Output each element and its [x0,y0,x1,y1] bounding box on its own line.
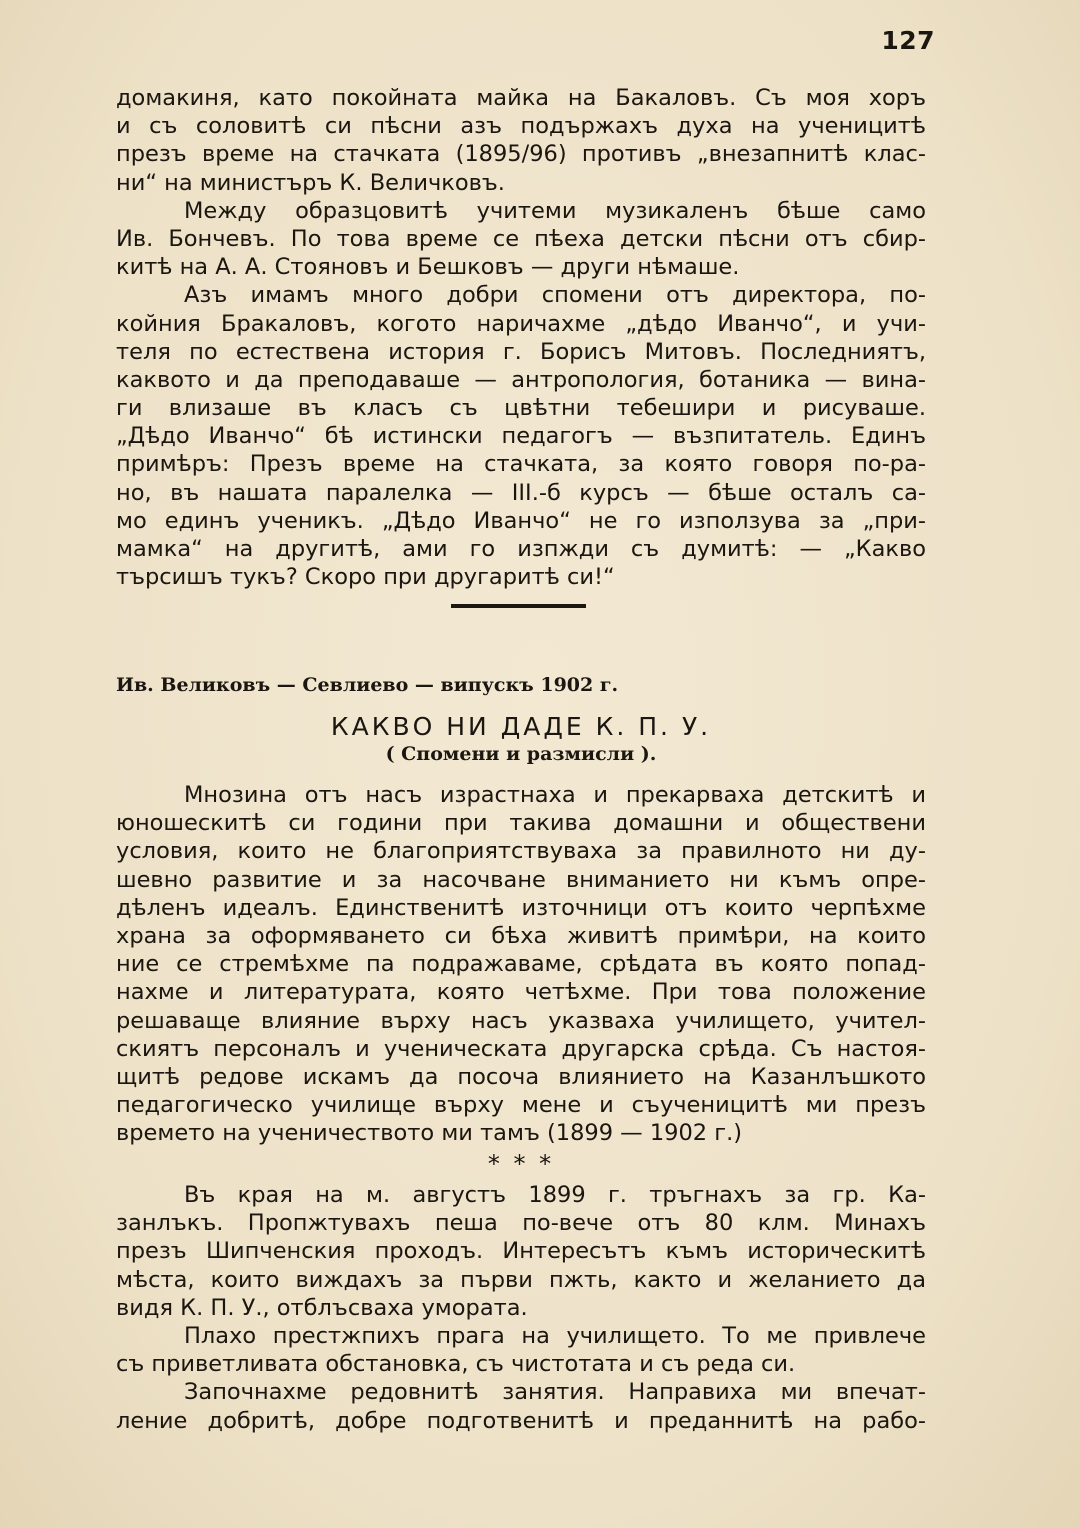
text-line: нахме и литературата, която четѣхме. При това положение [116,979,926,1006]
section-1-text [116,84,926,591]
text-line: мамка“ на другитѣ, ами го изпжди съ думитѣ: — „Какво [116,536,926,562]
article-title: КАКВО НИ ДАДЕ К. П. У. [330,712,712,741]
text-line: педагогическо училище върху мене и съученицитѣ ми презъ [116,1092,926,1119]
text-line: домакиня, като покойната майка на Бакаловъ. Съ моя хоръ [116,85,926,111]
text-line: и съ соловитѣ си пѣсни азъ подържахъ духа на ученицитѣ [116,113,926,140]
text-line: Между образцовитѣ учитеми музикаленъ бѣше само [184,197,926,224]
text-line: шевно развитие и за насочване вниманието ни къмъ опре- [116,866,926,893]
text-line: примѣръ: Презъ време на стачката, за която говоря по-ра- [116,451,926,478]
text-line: мо единъ ученикъ. „Дѣдо Иванчо“ не го използува за „при- [116,507,926,534]
text-line: занлъкъ. Пропжтувахъ пеша по-вече отъ 80 клм. Минахъ [116,1210,926,1237]
text-line: ни“ на министъръ К. Величковъ. [116,169,505,196]
text-line: съ приветливата обстановка, съ чистотата и съ реда си. [116,1351,796,1378]
text-line: Мнозина отъ насъ израстнаха и прекарваха детскитѣ и [184,782,926,808]
text-line: видя К. П. У., отблъсваха умората. [116,1294,528,1321]
text-line: решаваще влияние върху насъ указваха училището, учител- [116,1007,926,1034]
text-line: Въ края на м. августъ 1899 г. тръгнахъ за гр. Ка- [184,1182,926,1208]
text-line: скиятъ персоналъ и ученическата другарска срѣда. Съ настоя- [116,1035,926,1062]
text-line: ние се стремѣхме па подражаваме, срѣдата въ която попад- [116,951,926,978]
text-line: търсишъ тукъ? Скоро при другаритѣ си!“ [116,564,615,591]
text-line: теля по естествена история г. Борисъ Митовъ. Последниятъ, [116,338,926,365]
text-line: ление добритѣ, добре подготвенитѣ и преданнитѣ на рабо- [116,1407,926,1434]
article-subtitle: ( Спомени и размисли ). [385,743,657,765]
text-line: Плахо престжпихъ прага на училището. То ме привлече [184,1322,926,1349]
text-line: презъ Шипченския проходъ. Интересътъ къмъ историческитѣ [116,1238,926,1265]
text-line: каквото и да преподаваше — антропология, ботаника — вина- [116,366,926,393]
article-byline: Ив. Великовъ — Севлиево — випускъ 1902 г. [116,674,619,696]
text-line: времето на ученичеството ми тамъ (1899 — 1902 г.) [116,1120,743,1147]
section-3-text [116,1181,926,1435]
text-line: но, въ нашата паралелка — III.-б курсъ — бѣше оcталъ са- [116,479,926,506]
text-line: презъ време на стачката (1895/96) противъ „внезапнитѣ клас- [116,141,926,168]
text-line: храна за оформяването си бѣха живитѣ примѣри, на които [116,922,926,949]
text-line: койния Бракаловъ, когото наричахме „дѣдо Иванчо“, и учи- [116,310,926,337]
text-line: юношескитѣ си години при такива домашни и обществени [116,810,926,837]
page-number: 127 [881,26,935,55]
text-line: „Дѣдо Иванчо“ бѣ истински педагогъ — възпитатель. Единъ [116,423,926,450]
section-2-text [116,781,926,1147]
text-line: Азъ имамъ много добри спомени отъ директора, по- [184,282,926,309]
section-divider [451,604,586,608]
text-line: дѣленъ идеалъ. Единственитѣ източници отъ които черпѣхме [116,894,926,921]
text-line: щитѣ редове искамъ да посоча влиянието на Казанлъшкото [116,1063,926,1090]
text-line: ги влизаше въ класъ съ цвѣтни тебешири и рисуваше. [116,395,926,422]
text-line: мѣста, които виждахъ за първи пжть, както и желанието да [116,1266,926,1293]
text-line: Ив. Бончевъ. По това време се пѣеха детски пѣсни отъ сбир- [116,225,926,252]
asterism-separator: * * * [487,1150,555,1178]
text-line: китѣ на А. А. Стояновъ и Бешковъ — други нѣмаше. [116,254,740,281]
text-line: Започнахме редовнитѣ занятия. Направиха ми впечат- [184,1379,926,1406]
text-line: условия, които не благоприятствуваха за правилното ни ду- [116,838,926,865]
